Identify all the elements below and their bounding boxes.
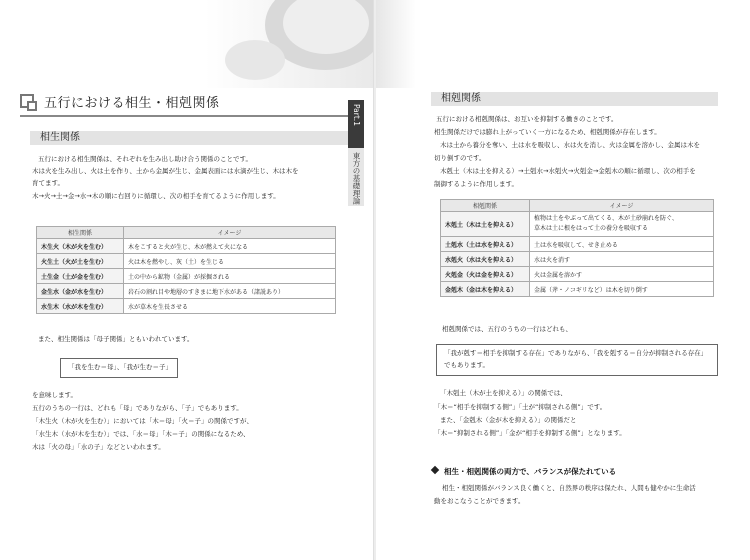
- paragraph: を意味します。: [32, 391, 77, 399]
- paragraph: 切り倒すのです。: [434, 154, 486, 162]
- table-row: [37, 284, 336, 299]
- paragraph: 相生関係だけでは膨れ上がっていく一方になるため、相剋関係が存在します。: [434, 128, 661, 136]
- paragraph: 「水生木（水が木を生む）」では、「水＝母」「木＝子」の関係になるため、: [32, 430, 250, 438]
- table-row: [441, 237, 714, 252]
- table-cell: 水は火を消す: [530, 252, 714, 267]
- highlight-text: 相生・相剋関係の両方で、バランスが保たれている: [444, 467, 617, 476]
- table-cell: 土は水を吸収して、せき止める: [530, 237, 714, 252]
- paragraph: 「木剋土（木が土を抑える）」の関係では、: [440, 389, 567, 397]
- herb-photo-edge: [376, 0, 416, 88]
- table-cell: 火は金属を溶かす: [530, 267, 714, 282]
- sousei-table: [36, 226, 336, 314]
- table-cell: 金剋木（金は木を抑える）: [441, 282, 530, 297]
- paragraph: 木は土から養分を奪い、土は水を吸収し、水は火を消し、火は金属を溶かし、金属は木を: [440, 141, 700, 149]
- mutual-restraint-box: [436, 344, 718, 376]
- mother-child-box: 「我を生む＝母」、「我が生む＝子」: [60, 358, 178, 378]
- paragraph: 相生・相剋関係がバランス良く働くと、自然界の秩序は保たれ、人間も健やかに生命活: [442, 484, 696, 492]
- paragraph: 「木＝“相手を抑制する側”」「土が“抑制される側”」です。: [434, 403, 607, 411]
- table-cell: 土の中から鉱物（金属）が採掘される: [124, 269, 336, 284]
- table-header-row: [37, 227, 336, 239]
- table-cell: 金生水（金が水を生む）: [37, 284, 124, 299]
- table-header-row: [441, 200, 714, 212]
- table-row: [37, 254, 336, 269]
- table-cell: 土生金（土が金を生む）: [37, 269, 124, 284]
- table-cell-multiline: 植物は土をやぶって出てくる、木が土砂崩れを防ぐ、 草木は土に根をはって土の養分を吸収する: [530, 212, 714, 237]
- soukoku-table: [440, 199, 714, 297]
- paragraph: 制御するように作用します。: [434, 180, 518, 188]
- paragraph: 木→火→土→金→水→木の順に右回りに循環し、次の相手を育てるように作用します。: [32, 192, 280, 200]
- table-row: [37, 269, 336, 284]
- section-heading-sousei: [30, 131, 348, 145]
- paragraph: 五行における相生関係は、それぞれを生み出し助け合う関係のことです。: [38, 155, 252, 163]
- table-cell: 木をこすると火が生じ、木が燃えて火になる: [124, 239, 336, 254]
- paragraph: 「木＝“抑制される側”」「金が“相手を抑制する側”」となります。: [434, 429, 626, 437]
- table-cell: 岩石の割れ目や地層のすきまに地下水がある（諸説あり）: [124, 284, 336, 299]
- paragraph: また、「金剋木（金が木を抑える）」の関係だと: [440, 416, 577, 424]
- table-cell: 火は木を燃やし、灰（土）を生じる: [124, 254, 336, 269]
- table-cell: 水が草木を生長させる: [124, 299, 336, 314]
- paragraph: 相剋関係では、五行のうちの一行はどれも、: [442, 325, 572, 333]
- herb-mortar-photo: [205, 0, 374, 88]
- table-header: イメージ: [124, 227, 336, 239]
- paragraph: 動をおこなうことができます。: [434, 497, 525, 505]
- section-heading-soukoku: [431, 92, 718, 106]
- paragraph: 五行のうちの一行は、どれも「母」でありながら、「子」でもあります。: [32, 404, 243, 412]
- page-title: [20, 91, 354, 115]
- title-underline: [20, 115, 354, 117]
- page-title-text: 五行における相生・相剋関係: [44, 96, 220, 111]
- table-row: [441, 212, 714, 237]
- table-header: 相剋関係: [441, 200, 530, 212]
- paragraph: 「木生火（木が火を生む）」においては「木＝母」「火＝子」の関係ですが、: [32, 417, 253, 425]
- section-heading-text: 相生関係: [40, 132, 80, 143]
- paragraph: 育てます。: [32, 179, 64, 187]
- table-cell: 火生土（火が土を生む）: [37, 254, 124, 269]
- chapter-tab: [348, 100, 364, 148]
- table-cell: 火剋金（火は金を抑える）: [441, 267, 530, 282]
- table-header: イメージ: [530, 200, 714, 212]
- table-header: 相生関係: [37, 227, 124, 239]
- table-cell: 木剋土（木は土を抑える）: [441, 212, 530, 237]
- table-cell: 土剋水（土は水を抑える）: [441, 237, 530, 252]
- paragraph: 木は火を生み出し、火は土を作り、土から金属が生じ、金属表面には水滴が生じ、木は木を: [32, 167, 299, 175]
- paragraph: 木剋土（木は土を抑える）→土剋水→水剋火→火剋金→金剋木の順に循環し、次の相手を: [440, 167, 696, 175]
- balance-highlight: [432, 466, 616, 477]
- chapter-subtab-label: 東方の基礎理論: [352, 152, 361, 205]
- diamond-bullet-icon: [431, 466, 439, 474]
- table-cell: 水生木（水が木を生む）: [37, 299, 124, 314]
- left-page: [0, 0, 374, 560]
- chapter-tab-label: Part.1: [352, 104, 361, 126]
- table-row: [37, 299, 336, 314]
- box-line: 「我が剋す＝相手を抑制する存在」でありながら、「我を剋する＝自分が抑制される存在」: [444, 349, 708, 357]
- box-line: でもあります。: [444, 361, 489, 369]
- paragraph: 五行における相剋関係は、お互いを抑制する働きのことです。: [436, 115, 618, 123]
- table-row: [441, 267, 714, 282]
- paragraph: 木は「火の母」「水の子」などといわれます。: [32, 443, 165, 451]
- table-cell: 木生火（木が火を生む）: [37, 239, 124, 254]
- section-heading-text: 相剋関係: [441, 93, 481, 104]
- table-cell: 水剋火（水は火を抑える）: [441, 252, 530, 267]
- title-square-icon: [20, 94, 34, 108]
- table-cell: 金属（斧・ノコギリなど）は木を切り倒す: [530, 282, 714, 297]
- table-row: [37, 239, 336, 254]
- chapter-subtab: [348, 148, 364, 206]
- table-row: [441, 252, 714, 267]
- table-row: [441, 282, 714, 297]
- paragraph: また、相生関係は「母子関係」ともいわれています。: [38, 335, 194, 343]
